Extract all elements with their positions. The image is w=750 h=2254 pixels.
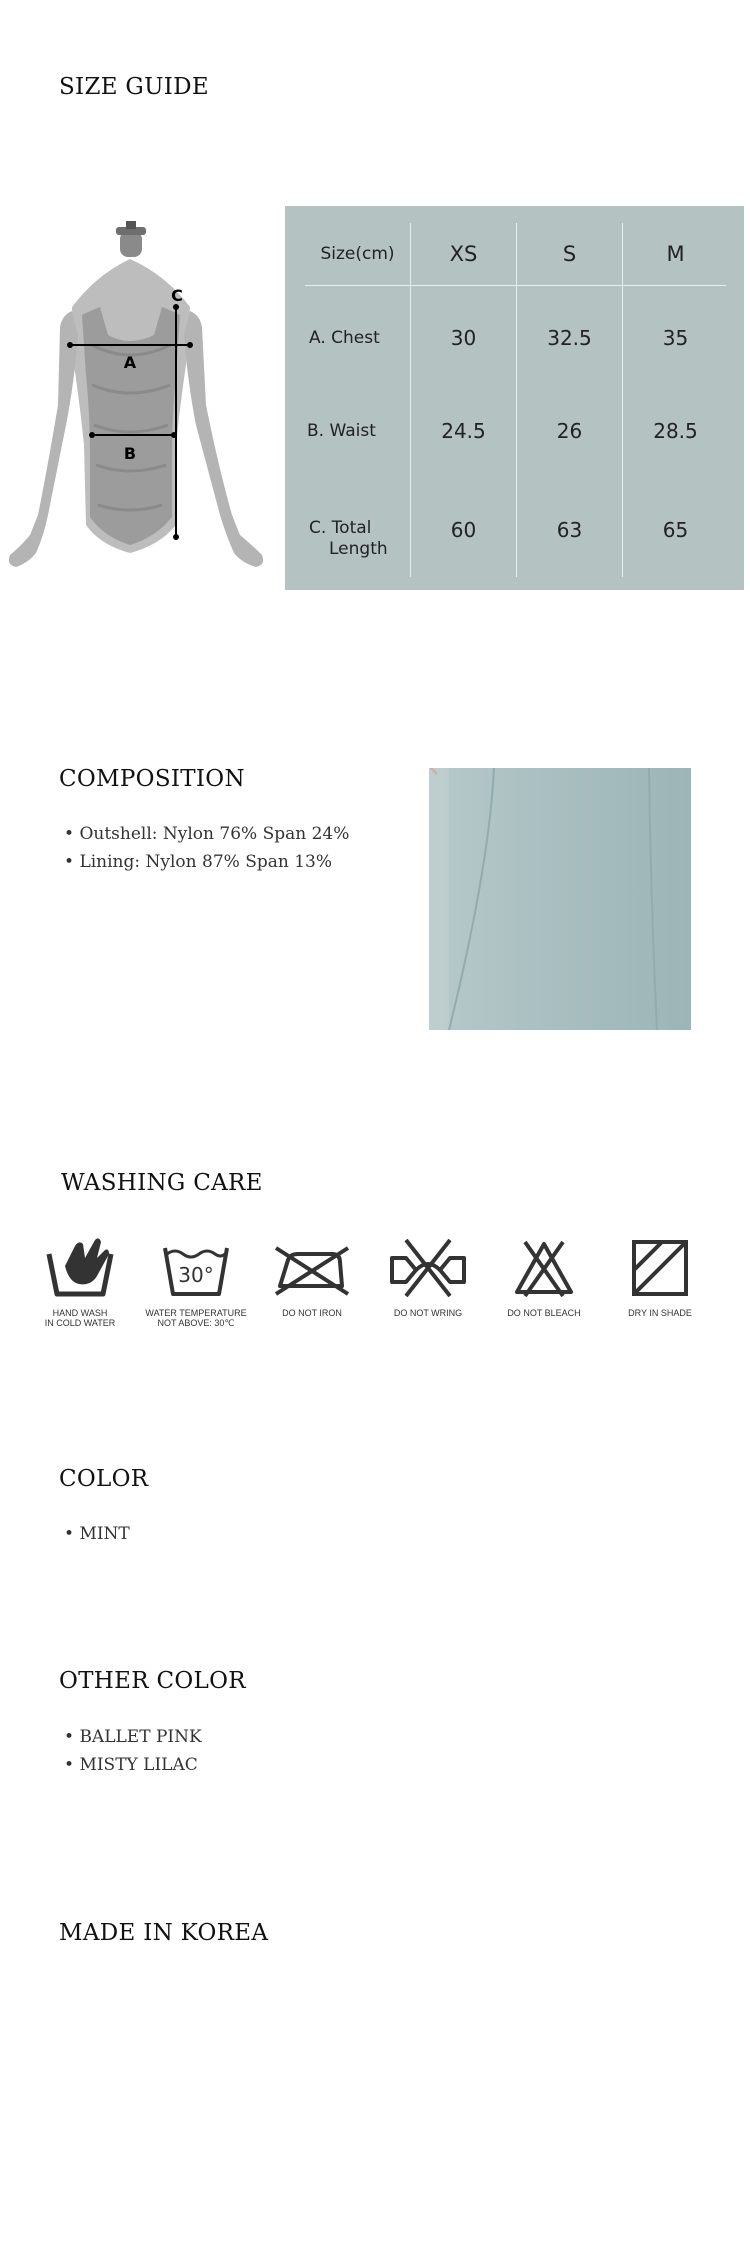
washing-care-title: WASHING CARE	[61, 1170, 263, 1196]
composition-title: COMPOSITION	[59, 766, 245, 792]
care-wash-temp	[141, 1236, 251, 1328]
color-title: COLOR	[59, 1466, 149, 1492]
made-in-title: MADE IN KOREA	[59, 1920, 269, 1946]
length-xs: 60	[450, 518, 477, 542]
label-a: A	[123, 353, 137, 372]
care-label-wash-temp: WATER TEMPERATURE NOT ABOVE: 30℃	[145, 1308, 247, 1328]
waist-xs: 24.5	[441, 419, 486, 443]
other-color-title: OTHER COLOR	[59, 1668, 246, 1694]
header-m: M	[666, 242, 685, 266]
label-b: B	[123, 444, 137, 463]
wash-temperature-icon	[161, 1236, 231, 1300]
care-do-not-bleach	[489, 1236, 599, 1318]
care-label-dry-in-shade: DRY IN SHADE	[628, 1308, 692, 1318]
header-xs: XS	[449, 242, 478, 266]
row-label-length-line2: Length	[329, 539, 388, 559]
chest-xs: 30	[450, 326, 477, 350]
other-color-item-misty-lilac: • MISTY LILAC	[64, 1755, 198, 1775]
care-label-hand-wash: HAND WASH IN COLD WATER	[44, 1308, 116, 1328]
row-label-chest: A. Chest	[309, 327, 380, 348]
hand-wash-icon	[45, 1236, 115, 1300]
mannequin-figure	[0, 215, 280, 585]
do-not-bleach-icon	[509, 1236, 579, 1300]
do-not-iron-icon	[272, 1236, 352, 1300]
wash-temp-value: 30°	[178, 1263, 214, 1287]
length-s: 63	[556, 518, 583, 542]
care-label-do-not-wring: DO NOT WRING	[393, 1308, 463, 1318]
header-size: Size(cm)	[320, 244, 395, 264]
do-not-wring-icon	[386, 1236, 470, 1300]
composition-item-outshell: • Outshell: Nylon 76% Span 24%	[64, 824, 349, 844]
care-hand-wash	[25, 1236, 135, 1328]
fabric-swatch-image	[429, 768, 691, 1030]
size-table	[285, 206, 744, 590]
waist-s: 26	[556, 419, 583, 443]
care-do-not-wring	[373, 1236, 483, 1318]
label-c: C	[171, 286, 183, 305]
header-s: S	[562, 242, 577, 266]
size-guide-title: SIZE GUIDE	[59, 74, 209, 100]
waist-m: 28.5	[653, 419, 698, 443]
composition-item-lining: • Lining: Nylon 87% Span 13%	[64, 852, 332, 872]
chest-s: 32.5	[547, 326, 592, 350]
care-dry-in-shade	[605, 1236, 715, 1318]
length-m: 65	[662, 518, 689, 542]
row-label-length	[309, 518, 409, 560]
care-do-not-iron	[257, 1236, 367, 1318]
care-label-do-not-iron: DO NOT IRON	[282, 1308, 342, 1318]
color-item-mint: • MINT	[64, 1524, 130, 1544]
row-label-length-line1: C. Total	[309, 518, 372, 538]
dry-in-shade-icon	[625, 1236, 695, 1300]
care-label-do-not-bleach: DO NOT BLEACH	[507, 1308, 581, 1318]
chest-m: 35	[662, 326, 689, 350]
other-color-item-ballet-pink: • BALLET PINK	[64, 1727, 202, 1747]
row-label-waist: B. Waist	[307, 420, 376, 441]
